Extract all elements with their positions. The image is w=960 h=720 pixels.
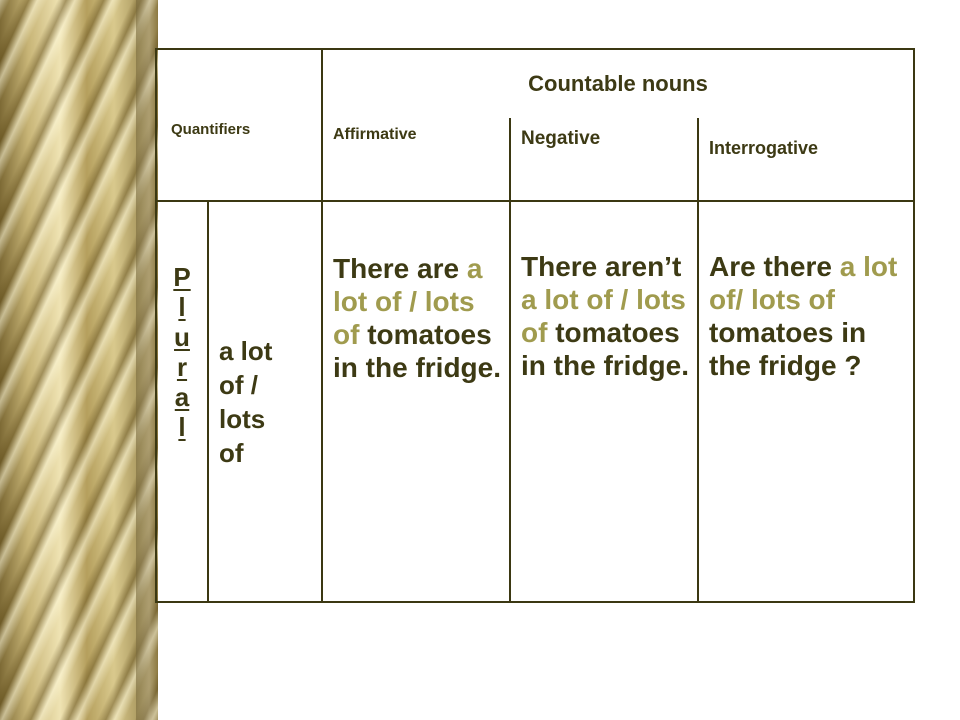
header-countable-nouns-label: Countable nouns: [528, 71, 708, 96]
decorative-column: [0, 0, 158, 720]
plural-letter: l: [178, 412, 186, 442]
header-affirmative-label: Affirmative: [333, 126, 417, 143]
quantifier-line: of /: [219, 369, 258, 400]
cell-plural: [156, 201, 208, 602]
cell-affirmative: [322, 201, 510, 602]
plural-letter: a: [174, 382, 190, 412]
interrogative-text-end: tomatoes in the fridge ?: [709, 317, 867, 381]
quantifier-line: a lot: [219, 335, 273, 366]
interrogative-quantifier-highlight: a lot of/ lots of: [709, 251, 898, 315]
interrogative-text-start: Are there: [709, 251, 832, 282]
cell-quantifier: [208, 201, 322, 602]
plural-letter: u: [174, 322, 190, 352]
header-quantifiers: [156, 49, 322, 201]
header-negative: [510, 118, 698, 201]
quantifier-line: lots: [219, 403, 266, 434]
affirmative-quantifier-highlight: a lot of / lots of: [333, 253, 483, 350]
header-countable-nouns: [322, 49, 914, 118]
header-interrogative: [698, 118, 914, 201]
quantifiers-table: [155, 48, 915, 603]
affirmative-text-end: tomatoes in the fridge.: [333, 319, 501, 383]
header-interrogative-label: Interrogative: [709, 138, 819, 158]
quantifier-line: of: [219, 437, 244, 468]
plural-letter: l: [178, 292, 186, 322]
affirmative-text-start: There are: [333, 253, 460, 284]
cell-interrogative: [698, 201, 914, 602]
plural-letter: P: [173, 262, 191, 292]
header-affirmative: [322, 118, 510, 201]
cell-negative: [510, 201, 698, 602]
quantifiers-table-container: [155, 48, 913, 603]
plural-letter: r: [176, 352, 188, 382]
negative-quantifier-highlight: a lot of / lots of: [521, 284, 686, 348]
negative-text-start: There aren’t: [521, 251, 682, 282]
negative-text-end: tomatoes in the fridge.: [521, 317, 689, 381]
header-negative-label: Negative: [521, 128, 601, 149]
header-quantifiers-label: Quantifiers: [171, 120, 251, 138]
